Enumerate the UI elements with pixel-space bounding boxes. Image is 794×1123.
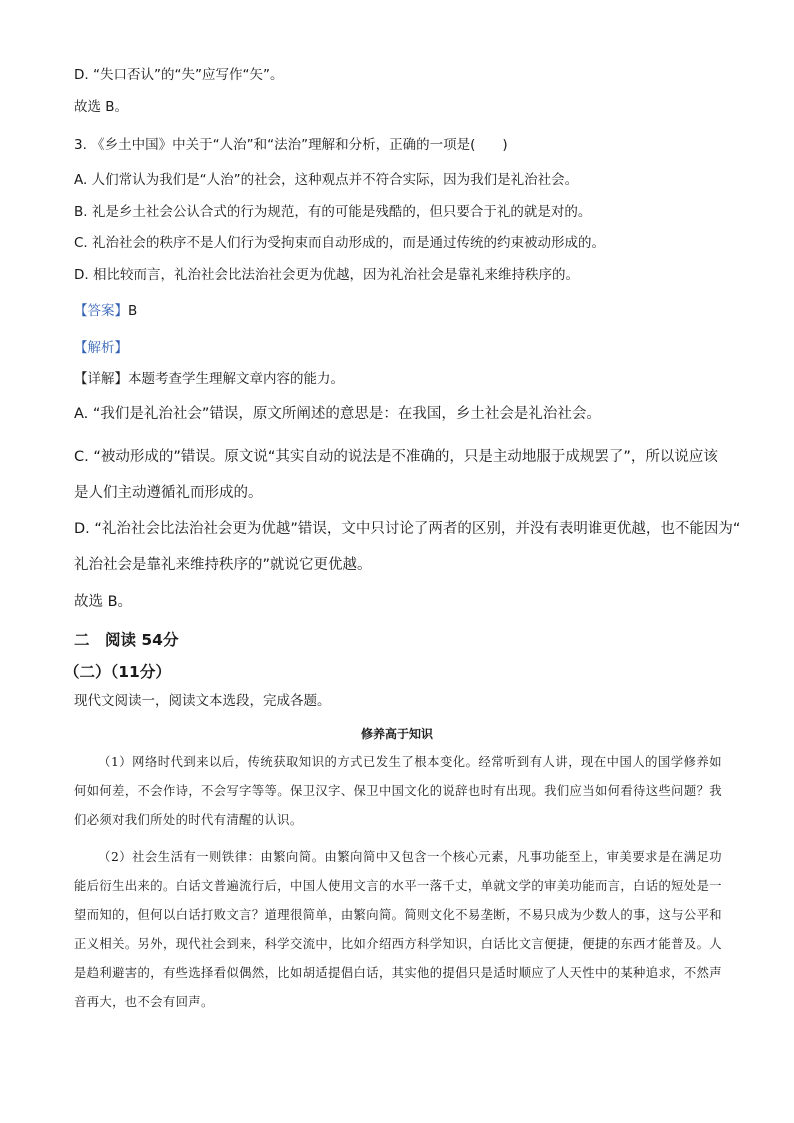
- explanation-d-line2: 礼治社会是靠礼来维持秩序的”就说它更优越。: [74, 557, 372, 573]
- line-choose-b-2: 故选 B。: [74, 594, 133, 610]
- paragraph-1-text: （1）网络时代到来以后，传统获取知识的方式已发生了根本变化。经常听到有人讲，现在中国人的国学修养如何如何差，不会作诗，不会写字等等。保卫汉字、保卫中国文化的说辞也时有出现。我们应当如何看待这些问题？我们必须对我们所处的时代有清醒的认识。: [74, 755, 722, 827]
- question-3-option-d: D. 相比较而言，礼治社会比法治社会更为优越，因为礼治社会是靠礼来维持秩序的。: [74, 267, 579, 283]
- analysis-tag: 【解析】: [74, 340, 128, 356]
- explanation-a: A. “我们是礼治社会”错误，原文所阐述的意思是：在我国，乡土社会是礼治社会。: [74, 406, 601, 422]
- answer-tag: 【答案】: [74, 303, 128, 319]
- question-3-stem: 3. 《乡土中国》中关于“人治”和“法治”理解和分析，正确的一项是( ): [74, 137, 508, 153]
- explanation-c-line1: C. “被动形成的”错误。原文说“其实自动的说法是不准确的，只是主动地服于成规罢了”，所以说应该: [74, 449, 718, 465]
- paragraph-2-text: （2）社会生活有一则铁律：由繁向简。由繁向简中又包含一个核心元素，凡事功能至上，审美要求是在满足功能后衍生出来的。白话文普遍流行后，中国人使用文言的水平一落千丈，单就文学的审美功能而言，白话的短处是一望而知的，但何以白话打败文言？道理很简单，由繁向简。简则文化不易垄断，不易只成为少数人的事，这与公平和正义相关。另外，现代社会到来，科学交流中，比如介绍西方科学知识，白话比文言便捷，便捷的东西才能普及。人是趋利避害的，有些选择看似偶然，比如胡适提倡白话，其实他的提倡只是适时顺应了人天性中的某种追求，不然声音再大，也不会有回声。: [74, 850, 722, 1009]
- article-title: 修养高于知识: [360, 727, 433, 741]
- subsection-heading: （二）（11分）: [64, 663, 171, 681]
- reading-instruction: 现代文阅读一，阅读文本选段，完成各题。: [74, 693, 331, 709]
- line-d-note: D. “失口否认”的“失”应写作“矢”。: [74, 67, 284, 83]
- article-paragraph-2: [74, 843, 722, 1017]
- article-paragraph-1: [74, 748, 722, 835]
- question-3-option-b: B. 礼是乡土社会公认合式的行为规范，有的可能是残酷的，但只要合于礼的就是对的。: [74, 204, 592, 220]
- explanation-d-line1: D. “礼治社会比法治社会更为优越”错误，文中只讨论了两者的区别，并没有表明谁更优越，也不能因为“: [74, 521, 741, 537]
- section-two-heading: 二 阅读 54分: [74, 631, 179, 649]
- line-choose-b-1: 故选 B。: [74, 99, 129, 115]
- explanation-c-line2: 是人们主动遵循礼而形成的。: [74, 485, 263, 501]
- detail-line: 【详解】本题考查学生理解文章内容的能力。: [74, 371, 344, 387]
- answer-line: [74, 302, 137, 320]
- question-3-option-a: A. 人们常认为我们是“人治”的社会，这种观点并不符合实际，因为我们是礼治社会。: [74, 172, 579, 188]
- question-3-option-c: C. 礼治社会的秩序不是人们行为受拘束而自动形成的，而是通过传统的约束被动形成的。: [74, 235, 606, 251]
- answer-value: B: [128, 303, 138, 319]
